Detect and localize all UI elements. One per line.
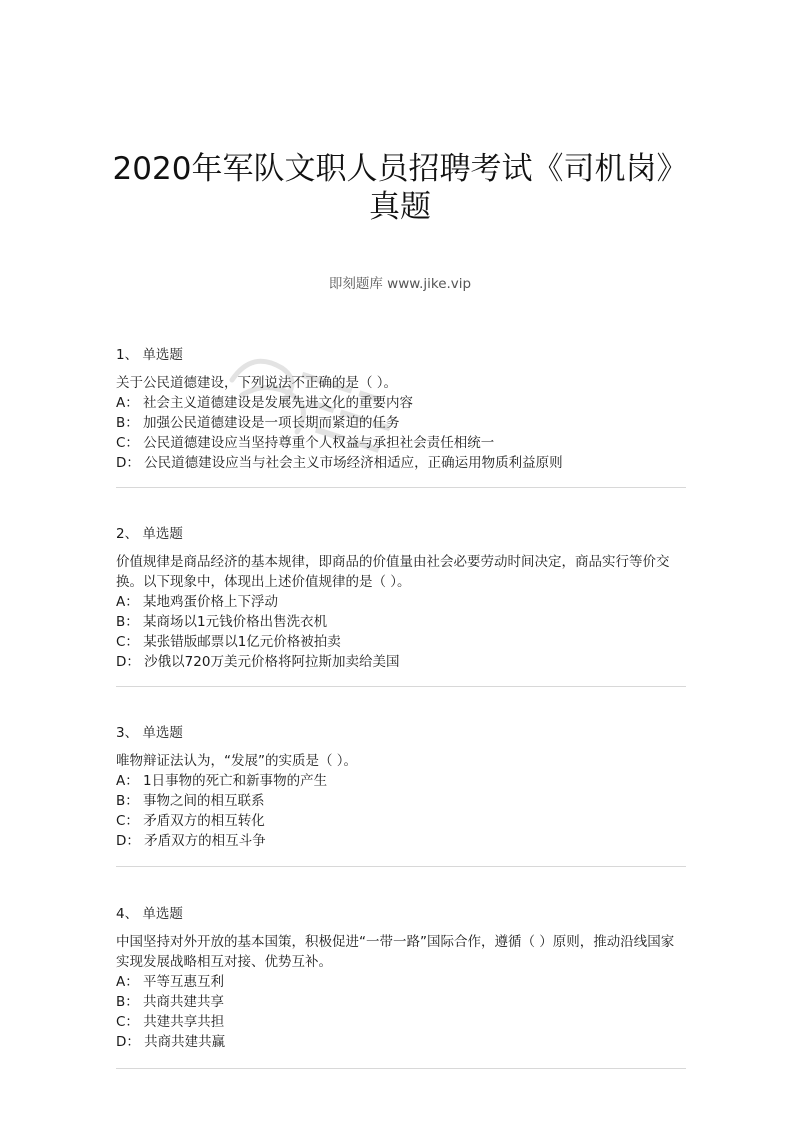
question-header <box>116 723 686 743</box>
question-divider <box>116 487 686 488</box>
question-number: 2、 <box>116 526 139 542</box>
question-stem: 唯物辩证法认为，“发展”的实质是（ ）。 <box>116 753 358 769</box>
question-4 <box>116 904 686 1052</box>
option-a: A： 1日事物的死亡和新事物的产生 <box>116 773 328 789</box>
question-type: 单选题 <box>142 526 183 542</box>
question-divider <box>116 686 686 687</box>
option-c: C： 某张错版邮票以1亿元价格被拍卖 <box>116 634 341 650</box>
option-c: C： 共建共享共担 <box>116 1014 225 1030</box>
option-c: C： 矛盾双方的相互转化 <box>116 813 265 829</box>
question-number: 4、 <box>116 906 139 922</box>
option-b: B： 某商场以1元钱价格出售洗衣机 <box>116 614 328 630</box>
option-d: D： 矛盾双方的相互斗争 <box>116 833 266 849</box>
question-stem: 中国坚持对外开放的基本国策，积极促进“一带一路”国际合作，遵循（ ）原则，推动沿线国家实现发展战略相互对接、优势互补。 <box>116 934 675 970</box>
question-header <box>116 904 686 924</box>
question-divider <box>116 1068 686 1069</box>
document-subtitle: 即刻题库 www.jike.vip <box>328 276 472 292</box>
question-number: 1、 <box>116 347 139 363</box>
question-2 <box>116 524 686 672</box>
question-type: 单选题 <box>142 725 183 741</box>
option-b: B： 事物之间的相互联系 <box>116 793 265 809</box>
question-type: 单选题 <box>142 347 183 363</box>
option-b: B： 共商共建共享 <box>116 994 225 1010</box>
question-stem: 价值规律是商品经济的基本规律，即商品的价值量由社会必要劳动时间决定，商品实行等价交换。以下现象中，体现出上述价值规律的是（ ）。 <box>116 554 670 590</box>
question-stem: 关于公民道德建设，下列说法不正确的是（ ）。 <box>116 375 398 391</box>
option-d: D： 共商共建共赢 <box>116 1034 226 1050</box>
question-number: 3、 <box>116 725 139 741</box>
question-1 <box>116 345 686 473</box>
option-d: D： 沙俄以720万美元价格将阿拉斯加卖给美国 <box>116 654 400 670</box>
question-type: 单选题 <box>142 906 183 922</box>
question-divider <box>116 866 686 867</box>
option-d: D： 公民道德建设应当与社会主义市场经济相适应，正确运用物质利益原则 <box>116 455 563 471</box>
option-c: C： 公民道德建设应当坚持尊重个人权益与承担社会责任相统一 <box>116 435 495 451</box>
question-header <box>116 345 686 365</box>
question-header <box>116 524 686 544</box>
option-b: B： 加强公民道德建设是一项长期而紧迫的任务 <box>116 415 400 431</box>
question-3 <box>116 723 686 851</box>
option-a: A： 某地鸡蛋价格上下浮动 <box>116 594 279 610</box>
option-a: A： 平等互惠互利 <box>116 974 225 990</box>
option-a: A： 社会主义道德建设是发展先进文化的重要内容 <box>116 395 414 411</box>
document-title: 2020年军队文职人员招聘考试《司机岗》真题 <box>112 151 688 225</box>
